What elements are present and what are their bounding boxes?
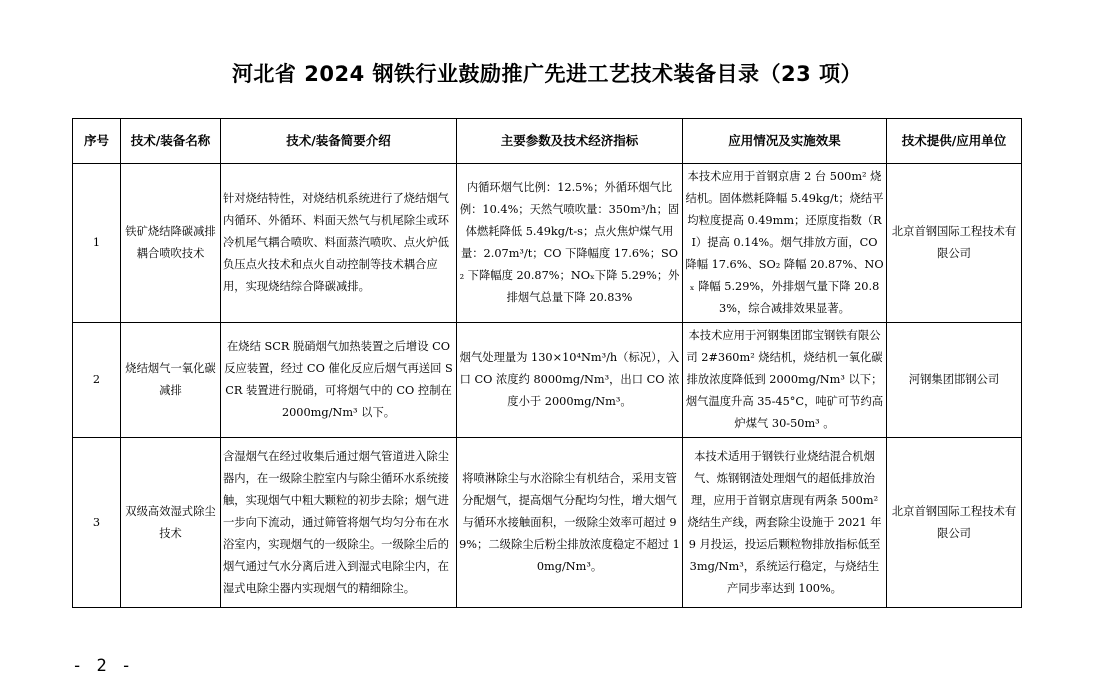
row-provider-unit: 北京首钢国际工程技术有限公司 (887, 438, 1022, 608)
table-row (73, 323, 1022, 438)
row-serial-number: 3 (73, 438, 121, 608)
header-brief-introduction: 技术/装备简要介绍 (221, 119, 457, 164)
row-provider-unit: 河钢集团邯钢公司 (887, 323, 1022, 438)
header-key-parameters: 主要参数及技术经济指标 (457, 119, 683, 164)
table-header-row (73, 119, 1022, 164)
row-application-effect: 本技术适用于钢铁行业烧结混合机烟气、炼钢钢渣处理烟气的超低排放治理，应用于首钢京唐现有两条 500m² 烧结生产线，两套除尘设施于 2021 年 9 月投运，投运后颗粒物排放指标低至 3mg/Nm³，系统运行稳定，与烧结生产同步率达到 100%。 (683, 438, 887, 608)
row-brief-introduction: 针对烧结特性，对烧结机系统进行了烧结烟气内循环、外循环、料面天然气与机尾除尘或环冷机尾气耦合喷吹、料面蒸汽喷吹、点火炉低负压点火技术和点火自动控制等技术耦合应用，实现烧结综合降碳减排。 (221, 164, 457, 323)
page-number: - 2 - (72, 656, 134, 676)
header-application-effect: 应用情况及实施效果 (683, 119, 887, 164)
row-brief-introduction: 含湿烟气在经过收集后通过烟气管道进入除尘器内，在一级除尘腔室内与除尘循环水系统接触，实现烟气中粗大颗粒的初步去除；烟气进一步向下流动，通过筛管将烟气均匀分布在水浴室内，实现烟气的一级除尘。一级除尘后的烟气通过气水分离后进入到湿式电除尘内，在湿式电除尘器内实现烟气的精细除尘。 (221, 438, 457, 608)
row-technology-name: 双级高效湿式除尘技术 (121, 438, 221, 608)
header-provider-unit: 技术提供/应用单位 (887, 119, 1022, 164)
row-application-effect: 本技术应用于河钢集团邯宝钢铁有限公司 2#360m² 烧结机，烧结机一氧化碳排放浓度降低到 2000mg/Nm³ 以下；烟气温度升高 35-45°C，吨矿可节约高炉煤气 30-50m³ 。 (683, 323, 887, 438)
header-technology-name: 技术/装备名称 (121, 119, 221, 164)
table-row (73, 164, 1022, 323)
document-title: 河北省 2024 钢铁行业鼓励推广先进工艺技术装备目录（23 项） (231, 62, 863, 86)
row-key-parameters: 内循环烟气比例：12.5%；外循环烟气比例：10.4%；天然气喷吹量：350m³/h；固体燃耗降低 5.49kg/t-s；点火焦炉煤气用量：2.07m³/t；CO 下降幅度 17.6%；SO₂ 下降幅度 20.87%；NOₓ下降 5.29%；外排烟气总量下降 20.83% (457, 164, 683, 323)
row-serial-number: 1 (73, 164, 121, 323)
table-row (73, 438, 1022, 608)
technology-catalog-table (72, 118, 1022, 608)
row-brief-introduction: 在烧结 SCR 脱硝烟气加热装置之后增设 CO 反应装置，经过 CO 催化反应后烟气再送回 SCR 装置进行脱硝，可将烟气中的 CO 控制在 2000mg/Nm³ 以下。 (221, 323, 457, 438)
row-key-parameters: 将喷淋除尘与水浴除尘有机结合，采用支管分配烟气，提高烟气分配均匀性，增大烟气与循环水接触面积，一级除尘效率可超过 99%；二级除尘后粉尘排放浓度稳定不超过 10mg/Nm³。 (457, 438, 683, 608)
row-provider-unit: 北京首钢国际工程技术有限公司 (887, 164, 1022, 323)
header-serial-number: 序号 (73, 119, 121, 164)
row-technology-name: 烧结烟气一氧化碳减排 (121, 323, 221, 438)
row-key-parameters: 烟气处理量为 130×10⁴Nm³/h（标况），入口 CO 浓度约 8000mg/Nm³，出口 CO 浓度小于 2000mg/Nm³。 (457, 323, 683, 438)
row-application-effect: 本技术应用于首钢京唐 2 台 500m² 烧结机。固体燃耗降幅 5.49kg/t；烧结平均粒度提高 0.49mm；还原度指数（RI）提高 0.14%。烟气排放方面，CO 降幅 17.6%、SO₂ 降幅 20.87%、NOₓ 降幅 5.29%，外排烟气量下降 20.83%，综合减排效果显著。 (683, 164, 887, 323)
row-technology-name: 铁矿烧结降碳减排耦合喷吹技术 (121, 164, 221, 323)
row-serial-number: 2 (73, 323, 121, 438)
